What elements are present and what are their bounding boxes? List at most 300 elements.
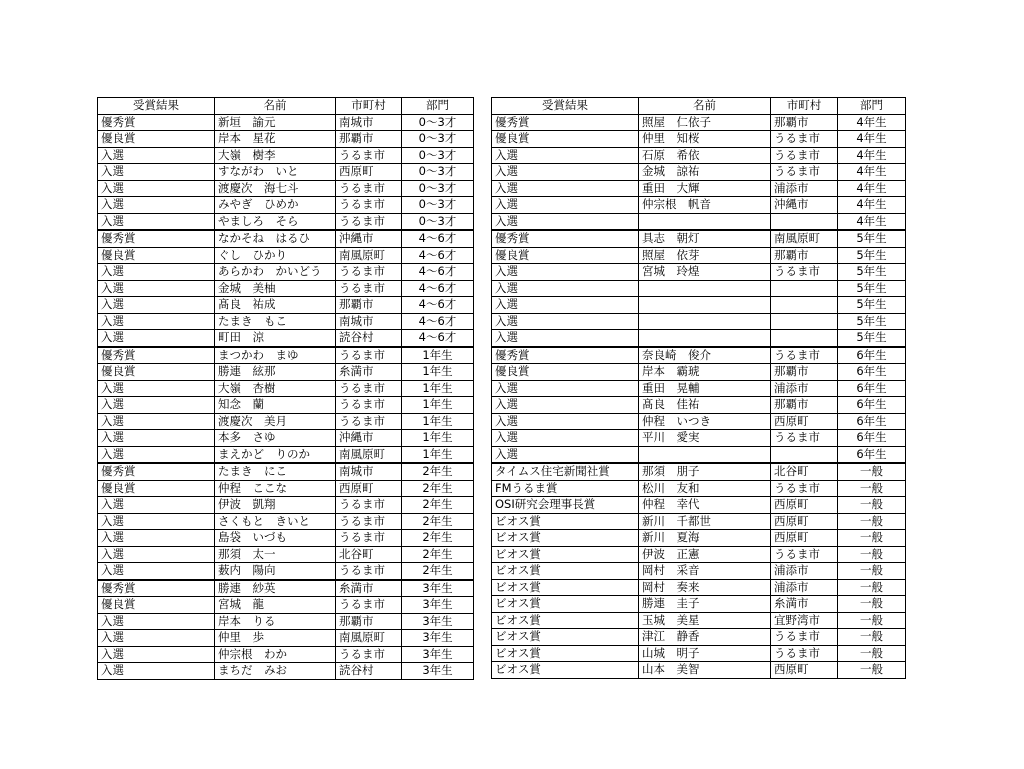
award-cell: 入選 (98, 180, 215, 197)
table-row (492, 463, 906, 480)
name-cell: 仲程 いつき (639, 413, 771, 430)
name-cell: あらかわ かいどう (215, 264, 336, 281)
award-cell: 入選 (98, 213, 215, 230)
award-cell: 入選 (98, 397, 215, 414)
name-cell: 重田 晃輔 (639, 380, 771, 397)
name-cell: さくもと きいと (215, 513, 336, 530)
award-cell: ビオス賞 (492, 612, 639, 629)
category-cell: 1年生 (402, 430, 474, 447)
name-cell: 照屋 仁依子 (639, 114, 771, 131)
table-row (98, 330, 474, 347)
award-cell: 入選 (492, 180, 639, 197)
municipality-cell: 宜野湾市 (771, 612, 838, 629)
name-cell: 勝連 紗英 (215, 580, 336, 597)
category-cell: 一般 (838, 480, 906, 497)
name-cell: やましろ そら (215, 213, 336, 230)
award-cell: 入選 (98, 497, 215, 514)
municipality-cell: 那覇市 (336, 613, 402, 630)
category-cell: 4～6才 (402, 230, 474, 247)
category-cell: 4～6才 (402, 330, 474, 347)
name-cell: 髙良 佳祐 (639, 397, 771, 414)
table-row (492, 497, 906, 514)
table-row (492, 347, 906, 364)
name-cell: 山本 美智 (639, 662, 771, 679)
award-cell: 優秀賞 (492, 347, 639, 364)
category-cell: 4年生 (838, 197, 906, 214)
municipality-cell: うるま市 (336, 280, 402, 297)
municipality-cell: うるま市 (771, 264, 838, 281)
category-cell: 6年生 (838, 380, 906, 397)
award-cell: OSI研究会理事長賞 (492, 497, 639, 514)
municipality-cell: うるま市 (771, 480, 838, 497)
table-row (98, 164, 474, 181)
municipality-cell: 那覇市 (771, 247, 838, 264)
municipality-cell: 西原町 (771, 662, 838, 679)
award-cell: 入選 (98, 630, 215, 647)
name-cell: 津江 静香 (639, 629, 771, 646)
municipality-cell: 那覇市 (771, 364, 838, 381)
name-cell: なかそね はるひ (215, 230, 336, 247)
table-row (98, 347, 474, 364)
municipality-cell: うるま市 (771, 131, 838, 148)
award-cell: 入選 (98, 446, 215, 463)
name-cell: 重田 大輝 (639, 180, 771, 197)
category-cell: 1年生 (402, 413, 474, 430)
category-cell: 0～3才 (402, 114, 474, 131)
municipality-cell: うるま市 (336, 380, 402, 397)
table-row (98, 513, 474, 530)
name-cell: 具志 朝灯 (639, 230, 771, 247)
category-cell: 4年生 (838, 180, 906, 197)
category-cell: 0～3才 (402, 180, 474, 197)
municipality-cell: 糸満市 (771, 596, 838, 613)
municipality-cell: うるま市 (336, 513, 402, 530)
name-cell: 渡慶次 美月 (215, 413, 336, 430)
name-cell: 大嶺 樹李 (215, 147, 336, 164)
category-cell: 一般 (838, 546, 906, 563)
name-cell: 髙良 祐成 (215, 297, 336, 314)
category-cell: 3年生 (402, 580, 474, 597)
municipality-cell: 糸満市 (336, 580, 402, 597)
category-cell: 4年生 (838, 147, 906, 164)
category-cell: 0～3才 (402, 164, 474, 181)
category-cell: 3年生 (402, 646, 474, 663)
award-cell: 優秀賞 (492, 230, 639, 247)
award-cell: 入選 (492, 264, 639, 281)
category-cell: 4～6才 (402, 280, 474, 297)
municipality-cell: うるま市 (336, 530, 402, 547)
name-cell: 那須 朋子 (639, 463, 771, 480)
award-cell: 入選 (98, 663, 215, 680)
municipality-cell: 那覇市 (336, 297, 402, 314)
name-cell: まえかど りのか (215, 446, 336, 463)
table-row (98, 546, 474, 563)
table-row (492, 513, 906, 530)
award-cell: 入選 (98, 330, 215, 347)
name-cell: すながわ いと (215, 164, 336, 181)
award-cell: 入選 (492, 397, 639, 414)
award-cell: 優良賞 (492, 247, 639, 264)
table-row (98, 463, 474, 480)
category-cell: 一般 (838, 497, 906, 514)
municipality-cell: 西原町 (336, 164, 402, 181)
award-cell: 優良賞 (492, 364, 639, 381)
category-cell: 4～6才 (402, 264, 474, 281)
table-row (492, 147, 906, 164)
municipality-cell: 西原町 (771, 530, 838, 547)
award-cell: 入選 (98, 313, 215, 330)
award-cell: 優秀賞 (492, 114, 639, 131)
category-cell: 2年生 (402, 480, 474, 497)
municipality-cell: 沖縄市 (336, 430, 402, 447)
municipality-cell: うるま市 (771, 430, 838, 447)
award-cell: 入選 (98, 380, 215, 397)
municipality-cell: 南風原町 (771, 230, 838, 247)
name-cell: 金城 諒祐 (639, 164, 771, 181)
category-cell: 4年生 (838, 213, 906, 230)
municipality-cell: 南風原町 (336, 630, 402, 647)
table-row (98, 613, 474, 630)
municipality-cell: 糸満市 (336, 364, 402, 381)
table-row (98, 230, 474, 247)
category-cell: 3年生 (402, 663, 474, 680)
category-cell: 2年生 (402, 463, 474, 480)
category-cell: 4年生 (838, 114, 906, 131)
category-cell: 1年生 (402, 364, 474, 381)
category-cell: 6年生 (838, 397, 906, 414)
award-cell: ビオス賞 (492, 513, 639, 530)
municipality-cell: うるま市 (771, 164, 838, 181)
table-row (492, 579, 906, 596)
municipality-cell: うるま市 (336, 180, 402, 197)
table-row (492, 164, 906, 181)
municipality-cell: うるま市 (336, 413, 402, 430)
award-cell: ビオス賞 (492, 546, 639, 563)
award-cell: 入選 (98, 563, 215, 580)
table-row (98, 563, 474, 580)
name-cell: 本多 さゆ (215, 430, 336, 447)
name-cell: 新垣 諭元 (215, 114, 336, 131)
results-body-left (98, 114, 474, 679)
table-row (98, 297, 474, 314)
category-cell: 0～3才 (402, 147, 474, 164)
award-cell: 入選 (492, 380, 639, 397)
municipality-cell: うるま市 (336, 563, 402, 580)
category-cell: 一般 (838, 629, 906, 646)
name-cell (639, 213, 771, 230)
category-cell: 4～6才 (402, 247, 474, 264)
table-row (492, 114, 906, 131)
award-cell: 優秀賞 (98, 114, 215, 131)
table-row (98, 580, 474, 597)
header-category: 部門 (838, 98, 906, 115)
name-cell: 山城 明子 (639, 645, 771, 662)
municipality-cell: うるま市 (771, 645, 838, 662)
table-row (492, 480, 906, 497)
table-row (492, 596, 906, 613)
municipality-cell: 那覇市 (771, 397, 838, 414)
category-cell: 6年生 (838, 446, 906, 463)
category-cell: 2年生 (402, 563, 474, 580)
name-cell: たまき もこ (215, 313, 336, 330)
header-award: 受賞結果 (492, 98, 639, 115)
name-cell: 平川 愛実 (639, 430, 771, 447)
municipality-cell: 北谷町 (336, 546, 402, 563)
table-row (492, 645, 906, 662)
municipality-cell: 西原町 (771, 513, 838, 530)
category-cell: 6年生 (838, 347, 906, 364)
table-row (492, 264, 906, 281)
table-row (98, 131, 474, 148)
municipality-cell: 南城市 (336, 463, 402, 480)
award-cell: 優良賞 (98, 597, 215, 614)
award-cell: ビオス賞 (492, 629, 639, 646)
award-cell: ビオス賞 (492, 563, 639, 580)
category-cell: 1年生 (402, 347, 474, 364)
award-cell: 入選 (98, 147, 215, 164)
category-cell: 0～3才 (402, 213, 474, 230)
municipality-cell: うるま市 (336, 213, 402, 230)
header-name: 名前 (639, 98, 771, 115)
table-row (492, 546, 906, 563)
award-cell: 入選 (98, 530, 215, 547)
table-row (98, 180, 474, 197)
award-cell: FMうるま賞 (492, 480, 639, 497)
table-row (98, 197, 474, 214)
municipality-cell: 読谷村 (336, 330, 402, 347)
award-cell: 優秀賞 (98, 347, 215, 364)
municipality-cell (771, 446, 838, 463)
municipality-cell: うるま市 (771, 629, 838, 646)
table-row (98, 380, 474, 397)
table-row (98, 280, 474, 297)
municipality-cell: 南風原町 (336, 446, 402, 463)
municipality-cell: 北谷町 (771, 463, 838, 480)
table-row (492, 446, 906, 463)
category-cell: 0～3才 (402, 197, 474, 214)
table-row (98, 480, 474, 497)
municipality-cell: うるま市 (336, 646, 402, 663)
category-cell: 4年生 (838, 131, 906, 148)
municipality-cell: 浦添市 (771, 579, 838, 596)
table-row (98, 247, 474, 264)
category-cell: 一般 (838, 579, 906, 596)
award-cell: ビオス賞 (492, 530, 639, 547)
award-cell: 入選 (98, 264, 215, 281)
municipality-cell: 沖縄市 (771, 197, 838, 214)
award-cell: 入選 (98, 646, 215, 663)
name-cell: 大嶺 杏樹 (215, 380, 336, 397)
municipality-cell: 西原町 (336, 480, 402, 497)
category-cell: 1年生 (402, 380, 474, 397)
name-cell: 岸本 霸琥 (639, 364, 771, 381)
table-row (492, 330, 906, 347)
municipality-cell: うるま市 (771, 546, 838, 563)
table-row (492, 131, 906, 148)
municipality-cell (771, 313, 838, 330)
table-row (492, 612, 906, 629)
name-cell: 仲宗根 わか (215, 646, 336, 663)
municipality-cell: 西原町 (771, 413, 838, 430)
name-cell (639, 446, 771, 463)
name-cell: 知念 蘭 (215, 397, 336, 414)
category-cell: 4～6才 (402, 297, 474, 314)
name-cell: 仲里 歩 (215, 630, 336, 647)
municipality-cell: 沖縄市 (336, 230, 402, 247)
municipality-cell: うるま市 (336, 497, 402, 514)
municipality-cell: 那覇市 (771, 114, 838, 131)
name-cell: みやぎ ひめか (215, 197, 336, 214)
award-cell: 入選 (492, 164, 639, 181)
name-cell: 仲程 ここな (215, 480, 336, 497)
name-cell (639, 330, 771, 347)
municipality-cell: うるま市 (336, 597, 402, 614)
category-cell: 2年生 (402, 513, 474, 530)
award-cell: 入選 (492, 313, 639, 330)
municipality-cell: 浦添市 (771, 563, 838, 580)
results-body-right (492, 114, 906, 678)
name-cell: 岸本 星花 (215, 131, 336, 148)
award-cell: 入選 (492, 280, 639, 297)
table-row (98, 530, 474, 547)
table-row (492, 397, 906, 414)
table-row (98, 630, 474, 647)
municipality-cell: 南風原町 (336, 247, 402, 264)
award-cell: 入選 (98, 297, 215, 314)
header-row (98, 98, 474, 115)
category-cell: 2年生 (402, 546, 474, 563)
municipality-cell: うるま市 (771, 347, 838, 364)
table-row (492, 413, 906, 430)
name-cell: 勝連 絃那 (215, 364, 336, 381)
table-row (492, 430, 906, 447)
table-row (98, 597, 474, 614)
name-cell: 島袋 いづも (215, 530, 336, 547)
name-cell: 石原 希依 (639, 147, 771, 164)
category-cell: 3年生 (402, 613, 474, 630)
table-row (98, 364, 474, 381)
category-cell: 5年生 (838, 230, 906, 247)
award-cell: 優良賞 (98, 131, 215, 148)
award-cell: タイムス住宅新聞社賞 (492, 463, 639, 480)
award-cell: 優秀賞 (98, 230, 215, 247)
name-cell: 薮内 陽向 (215, 563, 336, 580)
name-cell: 町田 涼 (215, 330, 336, 347)
name-cell: 岸本 りる (215, 613, 336, 630)
table-row (492, 530, 906, 547)
award-cell: 入選 (492, 430, 639, 447)
category-cell: 一般 (838, 463, 906, 480)
municipality-cell: うるま市 (336, 264, 402, 281)
award-cell: 入選 (492, 213, 639, 230)
award-cell: 入選 (98, 546, 215, 563)
award-cell: 入選 (98, 413, 215, 430)
municipality-cell (771, 330, 838, 347)
category-cell: 6年生 (838, 364, 906, 381)
name-cell: 仲程 幸代 (639, 497, 771, 514)
name-cell: 岡村 奏来 (639, 579, 771, 596)
table-row (492, 662, 906, 679)
table-row (492, 280, 906, 297)
municipality-cell: 西原町 (771, 497, 838, 514)
table-row (98, 497, 474, 514)
award-cell: 入選 (98, 280, 215, 297)
name-cell: 照屋 依芽 (639, 247, 771, 264)
award-cell: 優良賞 (98, 364, 215, 381)
award-cell: ビオス賞 (492, 596, 639, 613)
name-cell: 玉城 美星 (639, 612, 771, 629)
table-row (98, 646, 474, 663)
category-cell: 1年生 (402, 446, 474, 463)
municipality-cell: うるま市 (336, 197, 402, 214)
name-cell (639, 313, 771, 330)
award-cell: 優秀賞 (98, 580, 215, 597)
name-cell (639, 280, 771, 297)
category-cell: 2年生 (402, 530, 474, 547)
results-table-left (97, 97, 474, 680)
category-cell: 一般 (838, 612, 906, 629)
category-cell: 一般 (838, 662, 906, 679)
category-cell: 一般 (838, 596, 906, 613)
category-cell: 5年生 (838, 264, 906, 281)
table-row (98, 264, 474, 281)
header-municipality: 市町村 (771, 98, 838, 115)
award-cell: 入選 (492, 330, 639, 347)
municipality-cell: うるま市 (336, 347, 402, 364)
category-cell: 4年生 (838, 164, 906, 181)
name-cell: 宮城 龍 (215, 597, 336, 614)
award-cell: 優秀賞 (98, 463, 215, 480)
award-cell: 優良賞 (98, 480, 215, 497)
table-row (98, 114, 474, 131)
name-cell: 金城 美柚 (215, 280, 336, 297)
award-cell: 入選 (98, 430, 215, 447)
municipality-cell: うるま市 (336, 147, 402, 164)
municipality-cell: 南城市 (336, 313, 402, 330)
table-row (98, 663, 474, 680)
municipality-cell: 南城市 (336, 114, 402, 131)
category-cell: 6年生 (838, 413, 906, 430)
name-cell: 伊波 凱翔 (215, 497, 336, 514)
category-cell: 5年生 (838, 280, 906, 297)
name-cell: ぐし ひかり (215, 247, 336, 264)
header-name: 名前 (215, 98, 336, 115)
table-row (98, 430, 474, 447)
municipality-cell: うるま市 (336, 397, 402, 414)
award-cell: 入選 (98, 613, 215, 630)
award-cell: 入選 (98, 197, 215, 214)
municipality-cell: うるま市 (771, 147, 838, 164)
name-cell: 松川 友和 (639, 480, 771, 497)
name-cell: 宮城 玲煌 (639, 264, 771, 281)
name-cell: たまき にこ (215, 463, 336, 480)
name-cell (639, 297, 771, 314)
table-row (98, 397, 474, 414)
table-row (492, 297, 906, 314)
table-row (98, 313, 474, 330)
municipality-cell: 読谷村 (336, 663, 402, 680)
award-cell: 優良賞 (98, 247, 215, 264)
name-cell: 奈良崎 俊介 (639, 347, 771, 364)
award-cell: 入選 (98, 164, 215, 181)
table-row (492, 247, 906, 264)
award-cell: 入選 (492, 297, 639, 314)
award-cell: 入選 (492, 413, 639, 430)
name-cell: 伊波 正憲 (639, 546, 771, 563)
municipality-cell: 浦添市 (771, 380, 838, 397)
category-cell: 2年生 (402, 497, 474, 514)
category-cell: 一般 (838, 645, 906, 662)
